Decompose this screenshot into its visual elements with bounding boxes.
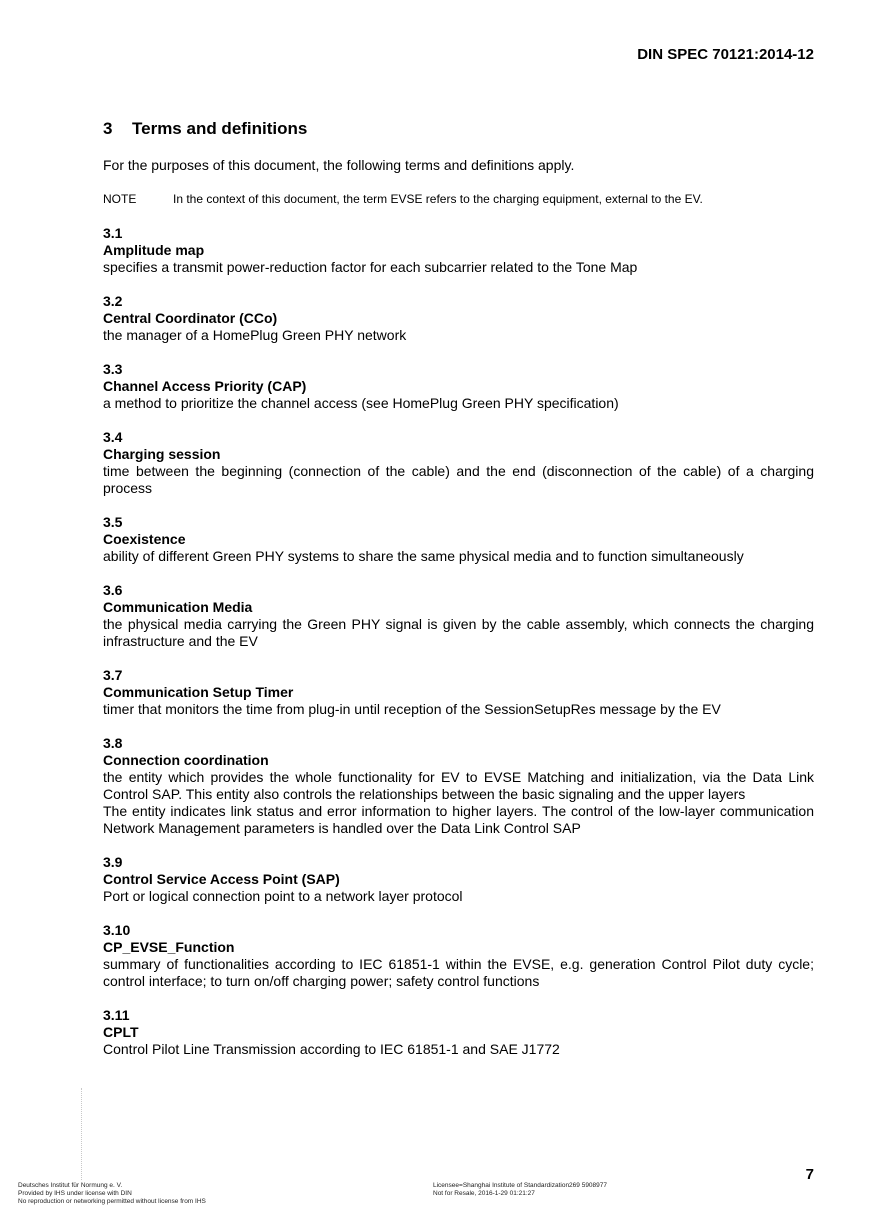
term-definition [103, 548, 814, 565]
term-name: Communication Media [103, 599, 253, 615]
term-name: Amplitude map [103, 242, 205, 258]
footer-left-line: No reproduction or networking permitted without license from IHS [18, 1198, 206, 1205]
footer-right-line: Licensee=Shanghai Institute of Standardization269 5908977 [433, 1182, 608, 1189]
term-definition [103, 769, 814, 837]
term-entry [103, 361, 814, 412]
terms-list [103, 225, 814, 1075]
margin-dotted-line [81, 1088, 82, 1180]
footer-left [18, 1182, 206, 1206]
term-definition [103, 956, 814, 990]
note [103, 192, 703, 206]
footer-left-line: Provided by IHS under license with DIN [18, 1190, 132, 1197]
term-name: Connection coordination [103, 752, 269, 768]
term-definition-paragraph: specifies a transmit power-reduction factor for each subcarrier related to the Tone Map [103, 259, 638, 275]
term-name: Channel Access Priority (CAP) [103, 378, 307, 394]
term-definition-paragraph: the entity which provides the whole functionality for EV to EVSE Matching and initialization, via the Data Link Control SAP. This entity also controls the relationships between the basic signaling and the upper layers [103, 769, 814, 802]
term-definition-paragraph: The entity indicates link status and error information to higher layers. The control of the low-layer communication Network Management parameters is handled over the Data Link Control SAP [103, 803, 814, 836]
term-entry [103, 225, 814, 276]
term-number: 3.10 [103, 922, 131, 938]
section-heading [103, 119, 307, 139]
term-name: Control Service Access Point (SAP) [103, 871, 340, 887]
term-definition [103, 395, 814, 412]
term-number: 3.6 [103, 582, 123, 598]
term-definition-paragraph: the physical media carrying the Green PHY signal is given by the cable assembly, which connects the charging infrastructure and the EV [103, 616, 814, 649]
term-entry [103, 922, 814, 990]
term-definition-paragraph: time between the beginning (connection of the cable) and the end (disconnection of the cable) of a charging process [103, 463, 814, 496]
term-entry [103, 854, 814, 905]
term-number: 3.8 [103, 735, 123, 751]
page-number: 7 [805, 1166, 814, 1183]
term-definition-paragraph: timer that monitors the time from plug-in until reception of the SessionSetupRes message by the EV [103, 701, 721, 717]
term-definition-paragraph: Port or logical connection point to a network layer protocol [103, 888, 463, 904]
term-number: 3.2 [103, 293, 123, 309]
term-entry [103, 1007, 814, 1058]
term-definition-paragraph: summary of functionalities according to IEC 61851-1 within the EVSE, e.g. generation Control Pilot duty cycle; control interface; to turn on/off charging power; safety control functions [103, 956, 814, 989]
term-definition-paragraph: ability of different Green PHY systems to share the same physical media and to function simultaneously [103, 548, 744, 564]
term-name: CP_EVSE_Function [103, 939, 235, 955]
term-entry [103, 667, 814, 718]
term-definition [103, 888, 814, 905]
term-number: 3.1 [103, 225, 123, 241]
term-definition [103, 1041, 814, 1058]
term-definition-paragraph: the manager of a HomePlug Green PHY network [103, 327, 407, 343]
document-reference: DIN SPEC 70121:2014-12 [637, 46, 814, 63]
note-text: In the context of this document, the term EVSE refers to the charging equipment, external to the EV. [173, 192, 703, 206]
term-definition [103, 327, 814, 344]
footer-right-line: Not for Resale, 2016-1-29 01:21:27 [433, 1190, 535, 1197]
term-number: 3.7 [103, 667, 123, 683]
term-name: CPLT [103, 1024, 139, 1040]
footer-right [433, 1182, 607, 1198]
note-label: NOTE [103, 192, 137, 206]
term-entry [103, 514, 814, 565]
term-name: Central Coordinator (CCo) [103, 310, 278, 326]
term-number: 3.5 [103, 514, 123, 530]
term-number: 3.9 [103, 854, 123, 870]
term-name: Coexistence [103, 531, 186, 547]
section-number: 3 [103, 119, 113, 138]
term-entry [103, 429, 814, 497]
footer-left-line: Deutsches Institut für Normung e. V. [18, 1182, 123, 1189]
term-entry [103, 293, 814, 344]
term-entry [103, 582, 814, 650]
section-title: Terms and definitions [132, 119, 308, 138]
term-number: 3.11 [103, 1007, 130, 1023]
term-number: 3.4 [103, 429, 123, 445]
term-definition [103, 616, 814, 650]
term-number: 3.3 [103, 361, 123, 377]
term-definition [103, 259, 814, 276]
term-definition-paragraph: Control Pilot Line Transmission according to IEC 61851-1 and SAE J1772 [103, 1041, 560, 1057]
term-name: Charging session [103, 446, 221, 462]
term-definition-paragraph: a method to prioritize the channel access (see HomePlug Green PHY specification) [103, 395, 619, 411]
term-name: Communication Setup Timer [103, 684, 294, 700]
term-entry [103, 735, 814, 837]
term-definition [103, 701, 814, 718]
term-definition [103, 463, 814, 497]
section-intro: For the purposes of this document, the following terms and definitions apply. [103, 157, 575, 173]
